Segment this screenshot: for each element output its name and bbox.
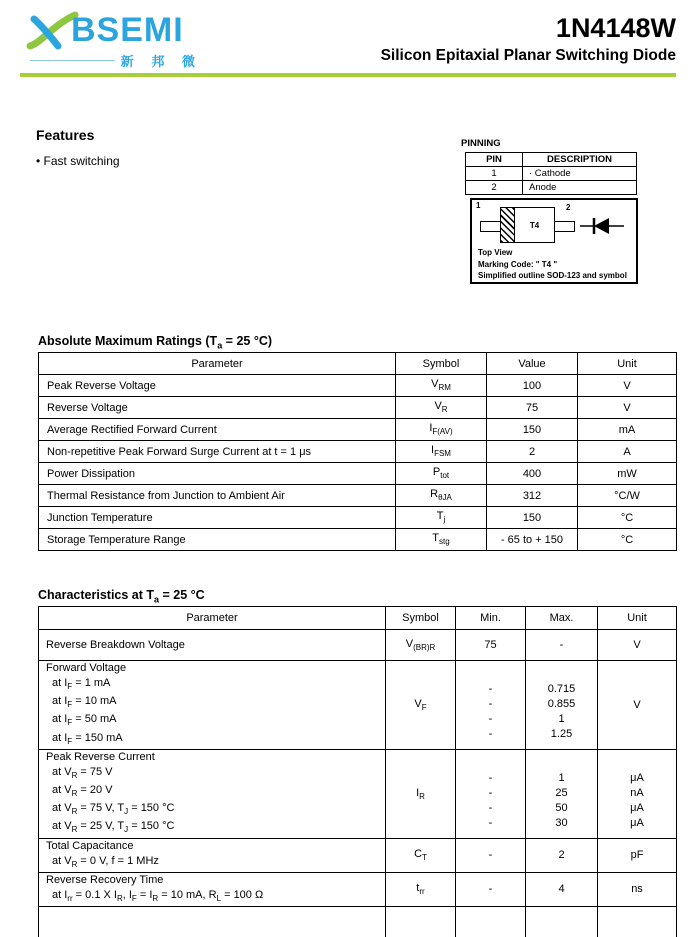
table-cell: 0.715 0.855 1 1.25 <box>526 661 598 750</box>
table-cell: $I_R$ <box>386 749 456 838</box>
pinning-table <box>465 152 637 195</box>
table-cell: Forward Voltage at $I_F = 1$ mA at $I_F = 10$ mA at $I_F = 50$ mA at $I_F = 150$ mA <box>39 661 386 750</box>
table-cell: 1 <box>466 167 523 181</box>
table-cell: Storage Temperature Range <box>39 529 396 551</box>
table-header-row <box>466 153 637 167</box>
package-captions <box>478 247 627 282</box>
table-row <box>39 872 677 906</box>
table-cell: $I_{FSM}$ <box>396 441 487 463</box>
caption-line: Top View <box>478 248 513 257</box>
table-row <box>39 838 677 872</box>
package-body <box>514 207 555 243</box>
table-cell: Anode <box>523 181 637 195</box>
table-row <box>39 485 677 507</box>
table-cell: 2 <box>526 838 598 872</box>
table-cell: · Cathode <box>523 167 637 181</box>
table-cell: 4 <box>526 872 598 906</box>
col-symbol: Symbol <box>386 607 456 630</box>
table-cell: 150 <box>487 419 578 441</box>
table-row <box>39 529 677 551</box>
table-cell: Thermal Resistance from Junction to Ambient Air <box>39 485 396 507</box>
table-cell: Peak Reverse Voltage <box>39 375 396 397</box>
table-cell: Non-repetitive Peak Forward Surge Current at t = 1 μs <box>39 441 396 463</box>
page-subtitle: Silicon Epitaxial Planar Switching Diode <box>380 47 676 64</box>
table-row <box>39 441 677 463</box>
table-row <box>39 630 677 661</box>
table-cell: pF <box>598 838 677 872</box>
table-cell: V <box>598 630 677 661</box>
table-cell: - <box>456 872 526 906</box>
table-cell: V <box>598 661 677 750</box>
abs-max-title: Absolute Maximum Ratings ($T_a = 25$ °C) <box>38 334 273 351</box>
table-cell: 312 <box>487 485 578 507</box>
table-cell: °C <box>578 529 677 551</box>
col-parameter: Parameter <box>39 353 396 375</box>
table-cell: 400 <box>487 463 578 485</box>
table-cell: - 65 to + 150 <box>487 529 578 551</box>
table-cell: Reverse Recovery Time at $I_{rr} = 0.1$ X $I_R$, $I_F = I_R = 10$ mA, $R_L = 100$ Ω <box>39 872 386 906</box>
table-cell <box>456 906 526 937</box>
table-cell: A <box>578 441 677 463</box>
table-cell: ns <box>598 872 677 906</box>
table-cell: 1 25 50 30 <box>526 749 598 838</box>
table-cell: $I_{F(AV)}$ <box>396 419 487 441</box>
table-row <box>39 397 677 419</box>
header-rule <box>20 73 676 77</box>
pin2-lead <box>554 221 575 232</box>
table-cell: 75 <box>456 630 526 661</box>
logo-underline <box>30 60 115 61</box>
brand-chinese-row <box>30 51 202 70</box>
table-cell: °C/W <box>578 485 677 507</box>
col-unit: Unit <box>578 353 677 375</box>
table-row <box>39 419 677 441</box>
table-cell: 100 <box>487 375 578 397</box>
col-value: Value <box>487 353 578 375</box>
table-cell <box>598 906 677 937</box>
table-cell: $V_{RM}$ <box>396 375 487 397</box>
part-number: 1N4148W <box>555 13 676 43</box>
table-cell: $V_{(BR)R}$ <box>386 630 456 661</box>
pin1-label: 1 <box>476 201 481 210</box>
table-cell: Peak Reverse Current at $V_R = 75$ V at $V_R = 20$ V at $V_R = 75$ V, $T_J = 150$ °C at $V_R = 25$ V, $T_J = 150$ °C <box>39 749 386 838</box>
table-cell: mW <box>578 463 677 485</box>
table-cell: μA nA μA μA <box>598 749 677 838</box>
table-row <box>39 463 677 485</box>
cathode-band <box>500 207 515 243</box>
pinning-col-pin: PIN <box>466 153 523 167</box>
col-unit: Unit <box>598 607 677 630</box>
table-cell: 150 <box>487 507 578 529</box>
table-cell: Power Dissipation <box>39 463 396 485</box>
feature-item: • Fast switching <box>36 154 120 168</box>
table-cell: 2 <box>466 181 523 195</box>
table-cell <box>526 906 598 937</box>
table-header-row <box>39 607 677 630</box>
marking-code: T4 <box>529 220 540 230</box>
brand-text: BSEMI <box>71 11 184 49</box>
table-cell: - - - - <box>456 661 526 750</box>
pinning-title: PINNING <box>461 138 501 149</box>
table-cell: $R_{\theta JA}$ <box>396 485 487 507</box>
table-header-row <box>39 353 677 375</box>
package-diagram <box>470 198 638 284</box>
table-cell: $C_T$ <box>386 838 456 872</box>
diode-symbol-icon <box>580 216 624 238</box>
table-cell: $V_R$ <box>396 397 487 419</box>
table-row <box>466 167 637 181</box>
table-row <box>39 749 677 838</box>
pin2-label: 2 <box>566 203 571 212</box>
table-cell: mA <box>578 419 677 441</box>
features-title: Features <box>36 127 95 143</box>
table-row <box>39 507 677 529</box>
caption-line: Simplified outline SOD-123 and symbol <box>478 271 627 280</box>
table-cell: $t_{rr}$ <box>386 872 456 906</box>
table-cell: Junction Temperature <box>39 507 396 529</box>
brand-chinese-text: 新 邦 微 <box>120 54 202 69</box>
table-row <box>39 661 677 750</box>
table-cell: °C <box>578 507 677 529</box>
col-min: Min. <box>456 607 526 630</box>
caption-line: Marking Code: " T4 " <box>478 259 558 269</box>
table-cell: - <box>456 838 526 872</box>
table-cell <box>386 906 456 937</box>
abs-max-table <box>38 352 677 551</box>
col-symbol: Symbol <box>396 353 487 375</box>
table-cell: Reverse Breakdown Voltage <box>39 630 386 661</box>
characteristics-title: Characteristics at $T_a = 25$ °C <box>38 588 205 605</box>
pin1-lead <box>480 221 501 232</box>
table-cell: - - - - <box>456 749 526 838</box>
characteristics-table <box>38 606 677 937</box>
table-row <box>466 181 637 195</box>
table-cell: 75 <box>487 397 578 419</box>
table-cell: Reverse Voltage <box>39 397 396 419</box>
table-cell: V <box>578 397 677 419</box>
table-cell: - <box>526 630 598 661</box>
table-row <box>39 375 677 397</box>
table-cell: $V_F$ <box>386 661 456 750</box>
table-cell: Total Capacitance at $V_R = 0$ V, f = 1 MHz <box>39 838 386 872</box>
col-max: Max. <box>526 607 598 630</box>
table-cell: $T_{stg}$ <box>396 529 487 551</box>
table-cell: $P_{tot}$ <box>396 463 487 485</box>
table-cell: V <box>578 375 677 397</box>
table-cell: Average Rectified Forward Current <box>39 419 396 441</box>
table-row-partial <box>39 906 677 937</box>
pinning-col-description: DESCRIPTION <box>523 153 637 167</box>
table-cell: 2 <box>487 441 578 463</box>
table-cell <box>39 906 386 937</box>
col-parameter: Parameter <box>39 607 386 630</box>
table-cell: $T_j$ <box>396 507 487 529</box>
